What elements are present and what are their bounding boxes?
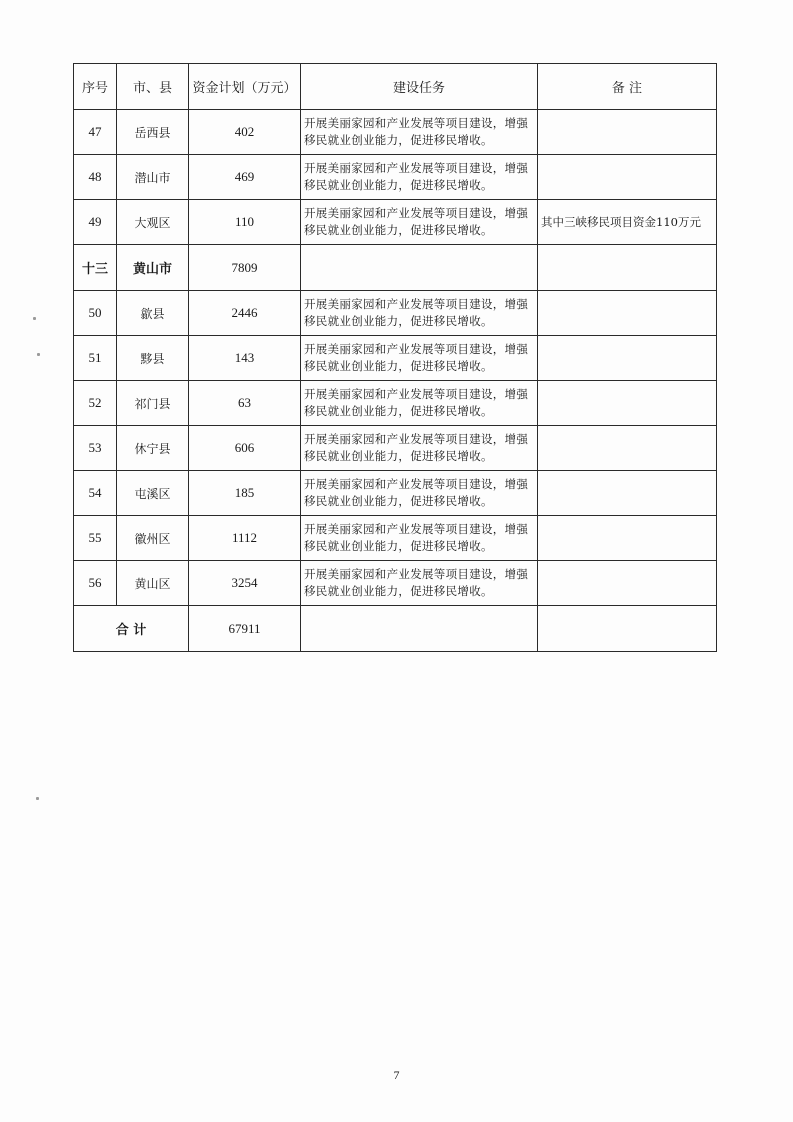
cell-county: 大观区 [117,200,189,245]
cell-task: 开展美丽家园和产业发展等项目建设，增强移民就业创业能力，促进移民增收。 [301,381,538,426]
funding-plan-table [73,63,717,652]
table-row [74,336,717,381]
table-row [74,471,717,516]
cell-funding: 469 [189,155,301,200]
cell-county: 屯溪区 [117,471,189,516]
table-row [74,516,717,561]
table-row [74,381,717,426]
header-county: 市、县 [117,64,189,110]
page-number: 7 [393,1068,400,1082]
table-group-row [74,245,717,291]
header-funding: 资金计划（万元） [189,64,301,110]
cell-county: 黄山区 [117,561,189,606]
cell-task: 开展美丽家园和产业发展等项目建设，增强移民就业创业能力，促进移民增收。 [301,426,538,471]
cell-remark: 其中三峡移民项目资金110万元 [538,200,717,245]
cell-index: 56 [74,561,117,606]
cell-county: 岳西县 [117,110,189,155]
cell-remark [538,291,717,336]
cell-index: 51 [74,336,117,381]
cell-county: 潜山市 [117,155,189,200]
table-row [74,561,717,606]
total-label: 合 计 [74,606,189,652]
total-remark [538,606,717,652]
cell-remark [538,110,717,155]
table-row [74,200,717,245]
cell-county: 歙县 [117,291,189,336]
cell-task [301,245,538,291]
cell-funding: 1112 [189,516,301,561]
cell-funding: 185 [189,471,301,516]
header-task: 建设任务 [301,64,538,110]
cell-remark [538,245,717,291]
total-funding: 67911 [189,606,301,652]
cell-county: 黟县 [117,336,189,381]
scan-speck [36,797,39,800]
table-row [74,110,717,155]
header-remark: 备 注 [538,64,717,110]
cell-remark [538,155,717,200]
cell-index: 50 [74,291,117,336]
scan-speck [33,317,36,320]
cell-task: 开展美丽家园和产业发展等项目建设，增强移民就业创业能力，促进移民增收。 [301,291,538,336]
cell-funding: 63 [189,381,301,426]
cell-funding: 110 [189,200,301,245]
cell-funding: 402 [189,110,301,155]
cell-task: 开展美丽家园和产业发展等项目建设，增强移民就业创业能力，促进移民增收。 [301,110,538,155]
cell-remark [538,381,717,426]
table-header-row [74,64,717,110]
cell-funding: 143 [189,336,301,381]
cell-funding: 7809 [189,245,301,291]
header-index: 序号 [74,64,117,110]
cell-funding: 2446 [189,291,301,336]
cell-index: 十三 [74,245,117,291]
cell-funding: 3254 [189,561,301,606]
cell-remark [538,516,717,561]
cell-index: 55 [74,516,117,561]
cell-index: 54 [74,471,117,516]
cell-remark [538,336,717,381]
cell-remark [538,561,717,606]
cell-index: 53 [74,426,117,471]
total-task [301,606,538,652]
cell-task: 开展美丽家园和产业发展等项目建设，增强移民就业创业能力，促进移民增收。 [301,200,538,245]
cell-county: 黄山市 [117,245,189,291]
cell-index: 52 [74,381,117,426]
scan-speck [37,353,40,356]
cell-county: 休宁县 [117,426,189,471]
cell-funding: 606 [189,426,301,471]
cell-index: 49 [74,200,117,245]
cell-index: 47 [74,110,117,155]
cell-task: 开展美丽家园和产业发展等项目建设，增强移民就业创业能力，促进移民增收。 [301,336,538,381]
table-row [74,291,717,336]
cell-county: 祁门县 [117,381,189,426]
cell-task: 开展美丽家园和产业发展等项目建设，增强移民就业创业能力，促进移民增收。 [301,516,538,561]
cell-index: 48 [74,155,117,200]
cell-task: 开展美丽家园和产业发展等项目建设，增强移民就业创业能力，促进移民增收。 [301,471,538,516]
table-row [74,155,717,200]
cell-county: 徽州区 [117,516,189,561]
table-total-row [74,606,717,652]
cell-remark [538,426,717,471]
cell-remark [538,471,717,516]
cell-task: 开展美丽家园和产业发展等项目建设，增强移民就业创业能力，促进移民增收。 [301,561,538,606]
cell-task: 开展美丽家园和产业发展等项目建设，增强移民就业创业能力，促进移民增收。 [301,155,538,200]
table-row [74,426,717,471]
